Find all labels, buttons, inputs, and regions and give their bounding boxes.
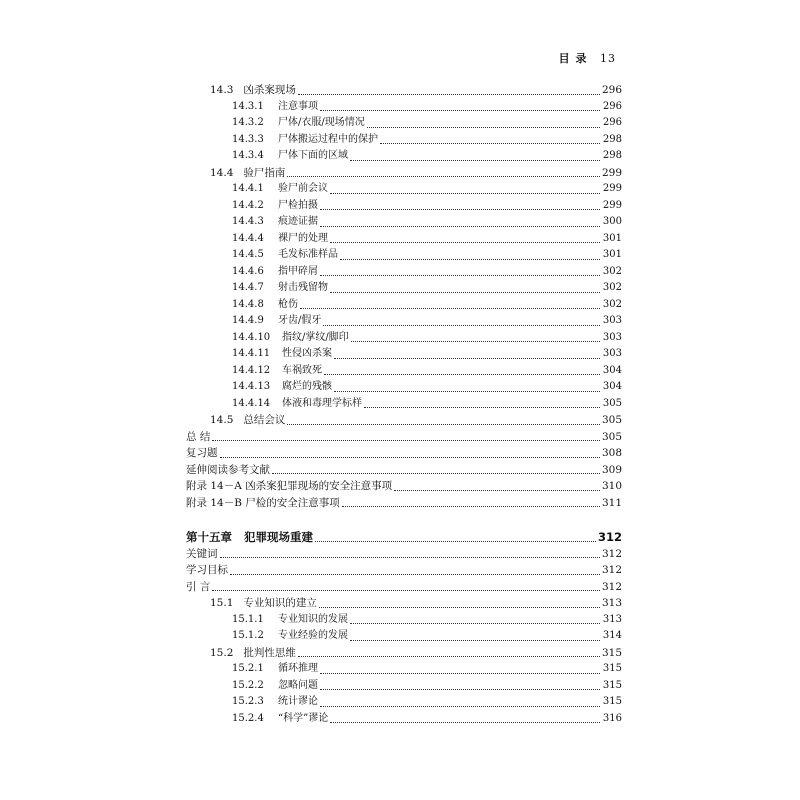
toc-dot-leader: [220, 549, 600, 558]
toc-entry: [186, 711, 622, 728]
toc-entry-title: [232, 330, 349, 347]
toc-entry-number: 14.4.12: [232, 364, 271, 376]
table-of-contents: [186, 82, 622, 727]
toc-dot-leader: [330, 284, 600, 293]
toc-dot-leader: [350, 615, 600, 624]
toc-dot-leader: [320, 698, 600, 707]
toc-entry-number: 14.4.1: [232, 183, 264, 194]
toc-dot-leader: [320, 201, 600, 210]
toc-entry-page: 296: [602, 100, 622, 112]
toc-entry-page: 311: [601, 496, 622, 509]
toc-entry-title: [210, 82, 296, 99]
toc-entry: [186, 678, 622, 695]
toc-dot-leader: [320, 665, 600, 674]
toc-entry-title: [232, 379, 332, 396]
toc-entry: [186, 595, 622, 612]
toc-entry-text: 指甲碎屑: [278, 265, 318, 277]
toc-entry-title: [232, 628, 348, 645]
toc-entry: [186, 562, 622, 579]
toc-entry-number: 15.1: [210, 597, 234, 609]
toc-entry-page: 303: [602, 348, 622, 359]
toc-entry-page: 304: [602, 364, 622, 376]
toc-entry-page: 300: [602, 216, 622, 227]
toc-entry-page: 315: [602, 663, 622, 674]
toc-entry: [186, 297, 622, 314]
toc-entry-text: 痕迹证据: [278, 216, 318, 227]
toc-entry-number: 15.2.1: [232, 663, 264, 674]
toc-entry-text: 尸体搬运过程中的保护: [278, 133, 378, 145]
toc-entry: [186, 579, 622, 596]
toc-entry-number: 14.5: [210, 414, 234, 426]
toc-dot-leader: [298, 86, 600, 95]
toc-entry: [186, 495, 622, 512]
toc-entry-page: 309: [601, 463, 622, 476]
toc-entry: [186, 445, 622, 462]
toc-entry-text: 专业知识的发展: [278, 613, 348, 625]
toc-entry-title: [232, 148, 348, 165]
toc-entry-page: 313: [601, 597, 622, 609]
toc-entry-text: 凶杀案现场: [243, 84, 296, 96]
toc-entry-page: 302: [602, 298, 622, 310]
toc-entry: [186, 694, 622, 711]
header-page-number: 13: [600, 52, 616, 65]
toc-dot-leader: [394, 482, 600, 491]
toc-entry-page: 296: [601, 84, 622, 96]
toc-entry-page: 312: [601, 564, 622, 576]
toc-dot-leader: [272, 465, 600, 474]
toc-dot-leader: [380, 135, 600, 144]
toc-entry: [186, 280, 622, 297]
toc-entry-title: [232, 231, 328, 248]
toc-entry: [186, 379, 622, 396]
toc-dot-leader: [315, 533, 596, 542]
toc-entry: [186, 99, 622, 116]
toc-entry-page: 298: [602, 150, 622, 161]
header-title: 目 录: [558, 52, 588, 65]
toc-entry-text: 尸体下面的区域: [278, 150, 348, 161]
toc-entry-title: [186, 445, 218, 462]
toc-entry-text: 复习题: [186, 447, 218, 459]
toc-entry-page: 301: [602, 249, 622, 260]
toc-entry-title: [186, 562, 228, 579]
toc-entry-title: [186, 546, 218, 563]
toc-entry: [186, 462, 622, 479]
toc-entry-page: 314: [602, 630, 622, 641]
toc-entry: [186, 148, 622, 165]
toc-entry: [186, 429, 622, 446]
toc-entry-page: 302: [602, 265, 622, 277]
toc-entry-text: 车祸致死: [282, 364, 322, 376]
toc-section-chapter-15: [186, 529, 622, 727]
toc-entry-title: [232, 214, 318, 231]
toc-dot-leader: [287, 416, 600, 425]
toc-entry-text: 裸尸的处理: [278, 232, 328, 244]
toc-entry-text: 引 言: [186, 580, 211, 593]
toc-entry-number: 14.3.3: [232, 133, 264, 145]
toc-dot-leader: [367, 119, 600, 128]
toc-entry-text: 牙齿/假牙: [278, 315, 322, 326]
toc-entry-text: “科学”谬论: [278, 712, 329, 724]
toc-dot-leader: [351, 333, 600, 342]
toc-dot-leader: [340, 251, 600, 260]
toc-entry-text: 延伸阅读参考文献: [186, 463, 270, 476]
toc-entry-text: 尸检的安全注意事项: [245, 496, 340, 509]
toc-entry-text: 指纹/掌纹/脚印: [282, 331, 349, 343]
toc-entry-page: 312: [601, 547, 622, 560]
toc-entry-page: 312: [601, 580, 622, 593]
toc-entry-title: [232, 297, 298, 314]
toc-entry-title: [232, 678, 318, 695]
toc-entry-text: 犯罪现场重建: [244, 530, 313, 544]
toc-entry: [186, 165, 622, 182]
toc-entry-title: [232, 198, 318, 215]
toc-entry-page: 316: [602, 712, 622, 724]
toc-entry-title: [210, 412, 285, 429]
toc-entry-text: 枪伤: [278, 298, 298, 310]
toc-entry-number: 14.4.6: [232, 265, 264, 277]
toc-entry: [186, 115, 622, 132]
toc-entry-number: 15.2.2: [232, 679, 264, 691]
toc-entry-page: 299: [601, 166, 622, 179]
toc-entry-number: 14.4.10: [232, 331, 271, 343]
toc-entry-text: 毛发标准样品: [278, 249, 338, 260]
toc-entry-title: [232, 280, 328, 297]
toc-entry-title: [232, 363, 322, 380]
toc-entry-page: 305: [601, 430, 622, 443]
toc-entry-title: [232, 132, 378, 149]
toc-entry-text: 验尸指南: [243, 166, 286, 179]
toc-entry-page: 313: [602, 613, 622, 625]
toc-dot-leader: [320, 102, 600, 111]
toc-dot-leader: [342, 498, 600, 507]
toc-entry-page: 315: [602, 696, 622, 707]
toc-entry-title: [186, 579, 210, 596]
toc-section-chapter-14: [186, 82, 622, 511]
toc-entry: [186, 313, 622, 330]
toc-entry-page: 315: [601, 646, 622, 659]
toc-entry-page: 304: [602, 381, 622, 392]
toc-entry-title: [186, 495, 340, 512]
toc-entry-number: 14.4.4: [232, 232, 264, 244]
toc-entry-page: 305: [601, 414, 622, 426]
toc-entry-text: 关键词: [186, 547, 218, 560]
toc-entry-title: [210, 165, 285, 182]
toc-entry-title: [232, 181, 328, 198]
toc-entry-text: 验尸前会议: [278, 183, 328, 194]
toc-entry-title: [232, 711, 328, 728]
toc-entry-number: 14.3.2: [232, 117, 264, 128]
toc-entry-text: 循环推理: [278, 663, 318, 674]
toc-dot-leader: [230, 566, 600, 575]
toc-entry-number: 第十五章: [186, 530, 232, 544]
toc-entry: [186, 330, 622, 347]
toc-entry-title: [232, 313, 321, 330]
toc-entry-number: 附录 14－B: [186, 496, 242, 509]
toc-entry-number: 14.4.7: [232, 282, 264, 293]
toc-entry-page: 303: [602, 315, 622, 326]
toc-entry-number: 15.1.1: [232, 613, 264, 625]
toc-entry: [186, 214, 622, 231]
toc-entry-text: 尸检拍摄: [278, 199, 318, 211]
toc-entry-text: 射击残留物: [278, 282, 328, 293]
toc-entry-title: [210, 595, 317, 612]
toc-entry-number: 14.4.14: [232, 397, 271, 409]
toc-chapter-entry: [186, 529, 622, 546]
toc-dot-leader: [319, 599, 600, 608]
toc-entry-text: 学习目标: [186, 564, 228, 576]
toc-entry-title: [232, 346, 332, 363]
toc-entry-page: 299: [602, 199, 622, 211]
toc-entry: [186, 264, 622, 281]
toc-entry-text: 凶杀案犯罪现场的安全注意事项: [245, 480, 393, 492]
toc-entry-title: [232, 694, 318, 711]
toc-entry-page: 308: [601, 447, 622, 459]
toc-entry-number: 14.4.2: [232, 199, 264, 211]
toc-entry: [186, 181, 622, 198]
toc-entry-text: 体液和毒理学标样: [282, 397, 362, 409]
toc-entry-title: [210, 645, 296, 662]
toc-entry-text: 注意事项: [278, 100, 318, 112]
toc-entry-number: 14.4.11: [232, 348, 271, 359]
toc-dot-leader: [212, 432, 600, 441]
toc-entry: [186, 661, 622, 678]
toc-entry: [186, 198, 622, 215]
toc-dot-leader: [334, 350, 600, 359]
toc-entry-text: 性侵凶杀案: [282, 348, 332, 359]
toc-dot-leader: [364, 399, 600, 408]
toc-dot-leader: [220, 449, 600, 458]
page-header: [559, 50, 616, 66]
toc-dot-leader: [320, 681, 600, 690]
toc-entry: [186, 247, 622, 264]
toc-entry: [186, 478, 622, 495]
toc-entry: [186, 82, 622, 99]
toc-entry-page: 298: [602, 133, 622, 145]
toc-entry: [186, 645, 622, 662]
toc-entry-title: [232, 247, 338, 264]
toc-entry-title: [232, 99, 318, 116]
toc-entry-text: 尸体/衣服/现场情况: [278, 117, 365, 128]
toc-entry-page: 296: [602, 117, 622, 128]
toc-entry-text: 统计谬论: [278, 696, 318, 707]
toc-entry-page: 301: [602, 232, 622, 244]
toc-dot-leader: [330, 714, 600, 723]
toc-entry-title: [186, 529, 313, 546]
toc-dot-leader: [320, 267, 600, 276]
toc-entry-text: 专业经验的发展: [278, 630, 348, 641]
toc-entry-text: 忽略问题: [278, 679, 318, 691]
toc-entry: [186, 346, 622, 363]
toc-entry: [186, 132, 622, 149]
toc-entry: [186, 396, 622, 413]
toc-dot-leader: [330, 185, 600, 194]
toc-entry-title: [232, 115, 365, 132]
toc-dot-leader: [287, 168, 600, 177]
toc-entry-title: [232, 264, 318, 281]
toc-entry-page: 305: [602, 397, 622, 409]
toc-entry-text: 总 结: [186, 430, 211, 443]
toc-entry-page: 299: [602, 183, 622, 194]
toc-entry: [186, 612, 622, 629]
toc-entry-title: [186, 462, 270, 479]
toc-entry-title: [232, 612, 348, 629]
toc-entry-page: 303: [602, 331, 622, 343]
toc-dot-leader: [212, 582, 600, 591]
toc-entry-title: [232, 661, 318, 678]
toc-entry-number: 14.4.8: [232, 298, 264, 310]
toc-entry-text: 腐烂的残骸: [282, 381, 332, 392]
toc-entry-title: [186, 429, 210, 446]
toc-entry-title: [232, 396, 362, 413]
toc-entry-number: 15.2: [210, 646, 234, 659]
toc-dot-leader: [324, 366, 600, 375]
toc-dot-leader: [350, 632, 600, 641]
toc-entry-text: 批判性思维: [243, 646, 296, 659]
toc-entry-number: 14.3.1: [232, 100, 264, 112]
toc-entry-number: 15.2.3: [232, 696, 264, 707]
toc-entry-number: 15.2.4: [232, 712, 264, 724]
toc-entry-number: 14.4.3: [232, 216, 264, 227]
toc-dot-leader: [298, 648, 600, 657]
toc-entry: [186, 231, 622, 248]
toc-entry-page: 302: [602, 282, 622, 293]
toc-entry-number: 14.4.5: [232, 249, 264, 260]
toc-entry-number: 15.1.2: [232, 630, 264, 641]
toc-dot-leader: [320, 218, 600, 227]
toc-entry-number: 14.4: [210, 166, 234, 179]
toc-entry-page: 310: [601, 480, 622, 492]
toc-dot-leader: [323, 317, 600, 326]
toc-entry: [186, 412, 622, 429]
toc-entry-number: 附录 14－A: [186, 480, 242, 492]
toc-entry: [186, 628, 622, 645]
toc-entry-text: 总结会议: [243, 414, 286, 426]
toc-dot-leader: [350, 152, 600, 161]
toc-entry-page: 315: [602, 679, 622, 691]
toc-entry: [186, 363, 622, 380]
toc-dot-leader: [300, 300, 600, 309]
toc-dot-leader: [330, 234, 600, 243]
toc-entry-title: [186, 478, 392, 495]
toc-entry-number: 14.4.9: [232, 315, 264, 326]
toc-entry-number: 14.3.4: [232, 150, 264, 161]
toc-dot-leader: [334, 383, 600, 392]
toc-entry-number: 14.3: [210, 84, 234, 96]
toc-entry-text: 专业知识的建立: [243, 597, 317, 609]
toc-entry: [186, 546, 622, 563]
toc-entry-page: 312: [597, 530, 622, 544]
toc-entry-number: 14.4.13: [232, 381, 271, 392]
section-gap: [186, 511, 622, 529]
